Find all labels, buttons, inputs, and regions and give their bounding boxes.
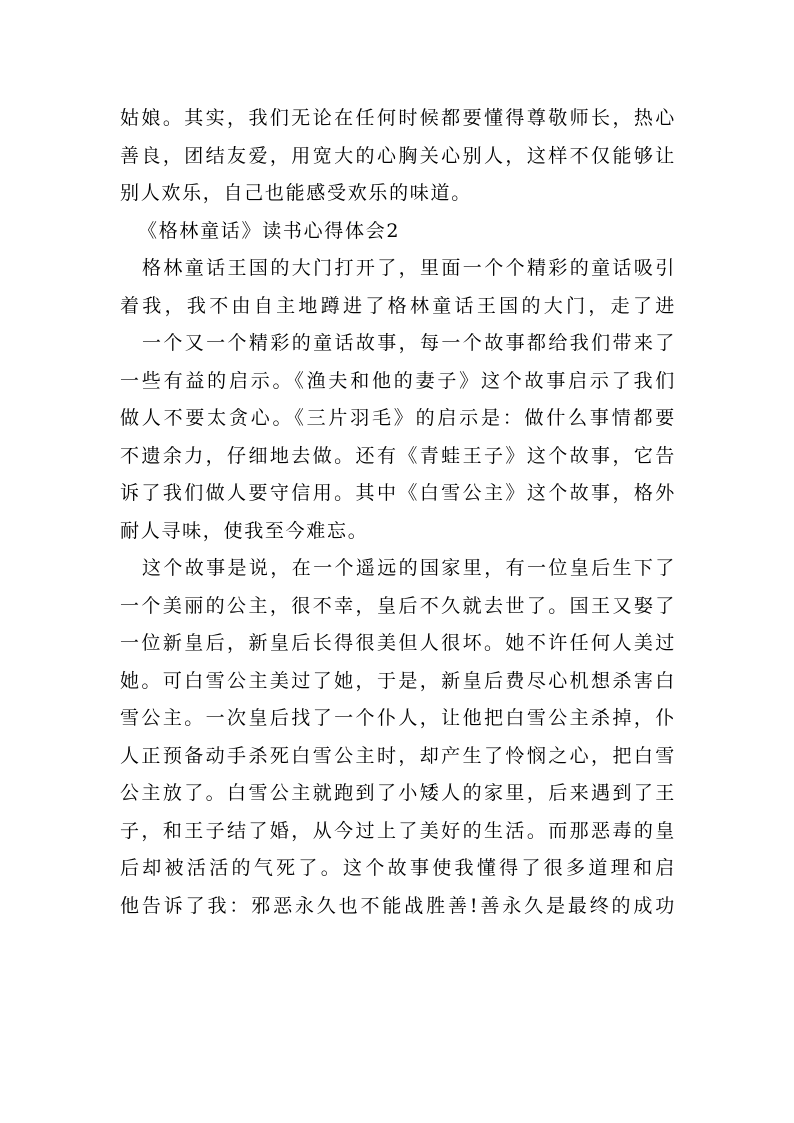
text-line: 她。可白雪公主美过了她，于是，新皇后费尽心机想杀害白 [120, 669, 676, 692]
text-line: 诉了我们做人要守信用。其中《白雪公主》这个故事，格外 [120, 482, 676, 504]
text-line: 他告诉了我：邪恶永久也不能战胜善!善永久是最终的成功 [120, 894, 676, 917]
text-line: 一些有益的启示。《渔夫和他的妻子》这个故事启示了我们 [120, 369, 676, 392]
text-line: 做人不要太贪心。《三片羽毛》的启示是：做什么事情都要 [120, 407, 676, 429]
text-line: 格林童话王国的大门打开了，里面一个个精彩的童话吸引 [142, 257, 676, 279]
text-line: 别人欢乐，自己也能感受欢乐的味道。 [120, 182, 472, 204]
text-line: 人正预备动手杀死白雪公主时，却产生了怜悯之心，把白雪 [120, 744, 676, 767]
text-line: 着我，我不由自主地蹲进了格林童话王国的大门，走了进 [120, 294, 676, 317]
text-line: 后却被活活的气死了。这个故事使我懂得了很多道理和启 [120, 857, 676, 879]
document-body [120, 100, 676, 925]
text-line: 一个美丽的公主，很不幸，皇后不久就去世了。国王又娶了 [120, 594, 676, 617]
text-line: 子，和王子结了婚，从今过上了美好的生活。而那恶毒的皇 [120, 819, 676, 842]
text-line: 耐人寻味，使我至今难忘。 [120, 519, 369, 542]
text-line: 一个又一个精彩的童话故事，每一个故事都给我们带来了 [142, 332, 676, 354]
text-line: 雪公主。一次皇后找了一个仆人，让他把白雪公主杀掉，仆 [120, 707, 676, 729]
section-heading: 《格林童话》读书心得体会2 [138, 219, 401, 242]
text-line: 善良，团结友爱，用宽大的心胸关心别人，这样不仅能够让 [120, 144, 676, 167]
text-line: 姑娘。其实，我们无论在任何时候都要懂得尊敬师长，热心 [120, 107, 676, 129]
text-line: 公主放了。白雪公主就跑到了小矮人的家里，后来遇到了王 [120, 782, 676, 804]
text-line: 不遗余力，仔细地去做。还有《青蛙王子》这个故事，它告 [120, 444, 676, 467]
text-line: 一位新皇后，新皇后长得很美但人很坏。她不许任何人美过 [120, 632, 676, 654]
text-line: 这个故事是说，在一个遥远的国家里，有一位皇后生下了 [142, 557, 676, 579]
